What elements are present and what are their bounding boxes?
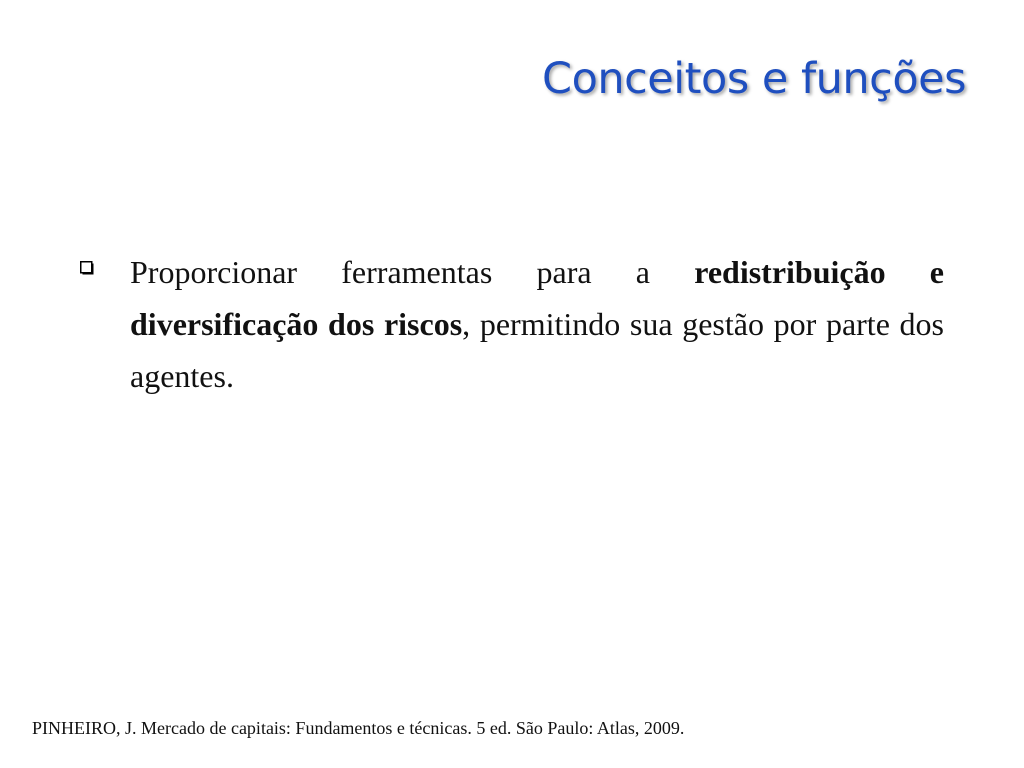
bullet-text-intro: Proporcionar ferramentas para a <box>130 254 695 290</box>
bullet-item <box>78 246 944 402</box>
bullet-text <box>130 246 944 402</box>
bibliographic-reference: PINHEIRO, J. Mercado de capitais: Fundamentos e técnicas. 5 ed. São Paulo: Atlas, 2009. <box>32 718 685 738</box>
bullet-text-emphasis: redistribuição e diversificação dos riscos <box>130 254 945 342</box>
bullet-text-conclusion: , permitindo sua gestão por parte dos agentes. <box>130 306 945 394</box>
slide-title: Conceitos e funções <box>542 54 966 104</box>
checkbox-bullet-icon <box>80 261 95 276</box>
